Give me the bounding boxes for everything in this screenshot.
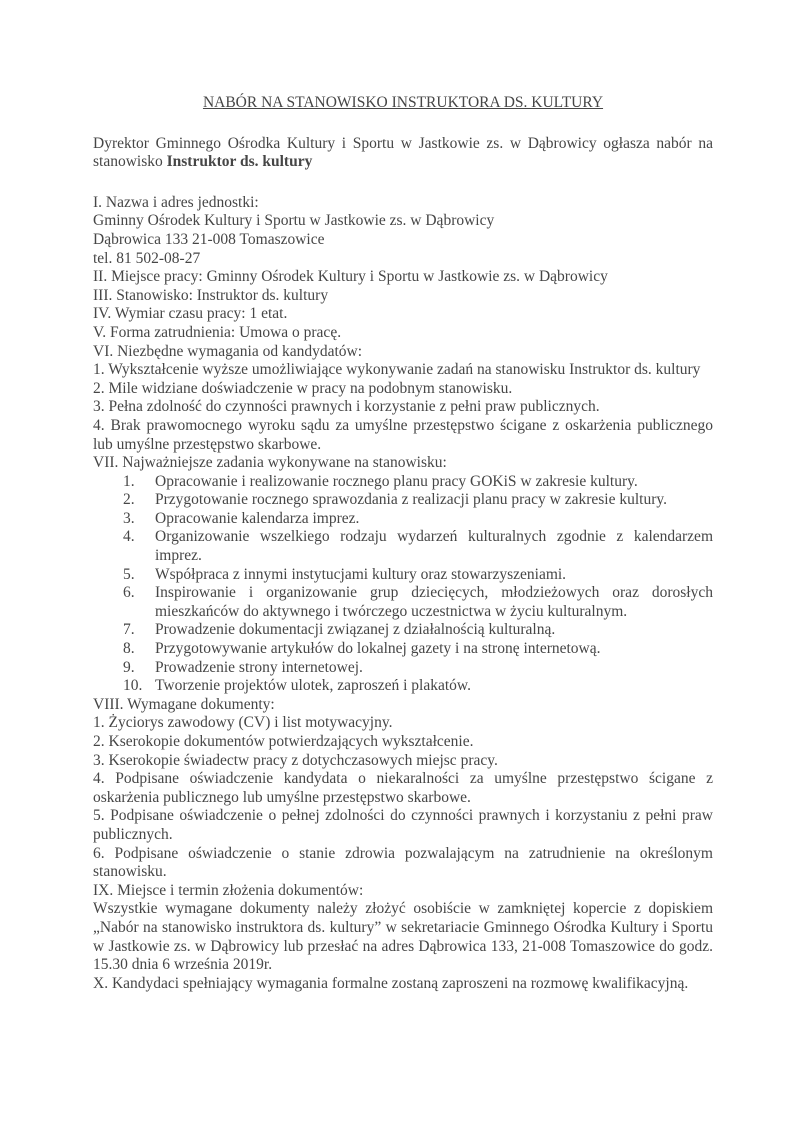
task-item: Tworzenie projektów ulotek, zaproszeń i plakatów. <box>155 677 471 695</box>
section-vii-heading: VII. Najważniejsze zadania wykonywane na stanowisku: <box>93 454 447 472</box>
task-item: Przygotowywanie artykułów do lokalnej gazety i na stronę internetową. <box>155 640 601 658</box>
task-item: Organizowanie wszelkiego rodzaju wydarzeń kulturalnych zgodnie z kalendarzem imprez. <box>155 528 713 565</box>
section-vi-heading: VI. Niezbędne wymagania od kandydatów: <box>93 342 363 360</box>
section-viii-heading: VIII. Wymagane dokumenty: <box>93 695 275 713</box>
section-i-heading: I. Nazwa i adres jednostki: <box>93 193 259 211</box>
section-iv-worktime: IV. Wymiar czasu pracy: 1 etat. <box>93 305 288 323</box>
unit-phone: tel. 81 502-08-27 <box>93 249 201 267</box>
submission-details: Wszystkie wymagane dokumenty należy złożyć osobiście w zamkniętej kopercie z dopiskiem „Nabór na stanowisko instruktora ds. kultury” w sekretariacie Gminnego Ośrodka Kultury i Sportu w Jastkowie zs. w Dąbrowicy lub przesłać na adres Dąbrowica 133, 21-008 Tomaszowice do godz. 15.30 dnia 6 września 2019r. <box>93 900 713 974</box>
section-x-interview: X. Kandydaci spełniający wymagania formalne zostaną zaproszeni na rozmowę kwalifikacyjną. <box>93 974 689 992</box>
unit-name: Gminny Ośrodek Kultury i Sportu w Jastkowie zs. w Dąbrowicy <box>93 212 495 230</box>
requirement-item: 1. Wykształcenie wyższe umożliwiające wykonywanie zadań na stanowisku Instruktor ds. kultury <box>93 361 701 379</box>
task-item: Opracowanie i realizowanie rocznego planu pracy GOKiS w zakresie kultury. <box>155 472 638 490</box>
document-title: NABÓR NA STANOWISKO INSTRUKTORA DS. KULTURY <box>202 94 604 111</box>
document-item: 1. Życiorys zawodowy (CV) i list motywacyjny. <box>93 714 393 732</box>
requirement-item: 4. Brak prawomocnego wyroku sądu za umyślne przestępstwo ścigane z oskarżenia publicznego lub umyślne przestępstwo skarbowe. <box>93 416 713 453</box>
section-ix-heading: IX. Miejsce i termin złożenia dokumentów: <box>93 881 364 899</box>
section-v-employment-form: V. Forma zatrudnienia: Umowa o pracę. <box>93 323 342 341</box>
document-item: 6. Podpisane oświadczenie o stanie zdrowia pozwalającym na zatrudnienie na określonym stanowisku. <box>93 844 713 881</box>
document-item: 3. Kserokopie świadectw pracy z dotychczasowych miejsc pracy. <box>93 751 498 769</box>
document-item: 5. Podpisane oświadczenie o pełnej zdolności do czynności prawnych i korzystaniu z pełni praw publicznych. <box>93 807 713 843</box>
intro-text: Dyrektor Gminnego Ośrodka Kultury i Sportu w Jastkowie zs. w Dąbrowicy ogłasza nabór na stanowisko <box>93 134 713 171</box>
task-item: Prowadzenie dokumentacji związanej z działalnością kulturalną. <box>155 621 556 639</box>
task-item: Współpraca z innymi instytucjami kultury oraz stowarzyszeniami. <box>155 565 567 583</box>
intro-paragraph <box>93 135 713 172</box>
document-item: 2. Kserokopie dokumentów potwierdzających wykształcenie. <box>93 733 474 750</box>
unit-address: Dąbrowica 133 21-008 Tomaszowice <box>93 230 325 248</box>
section-iii-position: III. Stanowisko: Instruktor ds. kultury <box>93 286 329 304</box>
requirement-item: 2. Mile widziane doświadczenie w pracy na podobnym stanowisku. <box>93 379 513 397</box>
document-item: 4. Podpisane oświadczenie kandydata o niekaralności za umyślne przestępstwo ścigane z oskarżenia publicznego lub umyślne przestępstwo skarbowe. <box>93 770 713 806</box>
task-item: Opracowanie kalendarza imprez. <box>155 509 360 527</box>
tasks-list <box>93 473 713 696</box>
task-item: Prowadzenie strony internetowej. <box>155 658 363 676</box>
task-item: Przygotowanie rocznego sprawozdania z realizacji planu pracy w zakresie kultury. <box>155 491 667 509</box>
requirement-item: 3. Pełna zdolność do czynności prawnych i korzystanie z pełni praw publicznych. <box>93 398 600 416</box>
intro-position-bold: Instruktor ds. kultury <box>166 153 313 171</box>
section-ii-workplace: II. Miejsce pracy: Gminny Ośrodek Kultury i Sportu w Jastkowie zs. w Dąbrowicy <box>93 268 608 286</box>
task-item: Inspirowanie i organizowanie grup dziecięcych, młodzieżowych oraz dorosłych mieszkańców do aktywnego i twórczego uczestnictwa w życiu kulturalnym. <box>155 584 713 620</box>
